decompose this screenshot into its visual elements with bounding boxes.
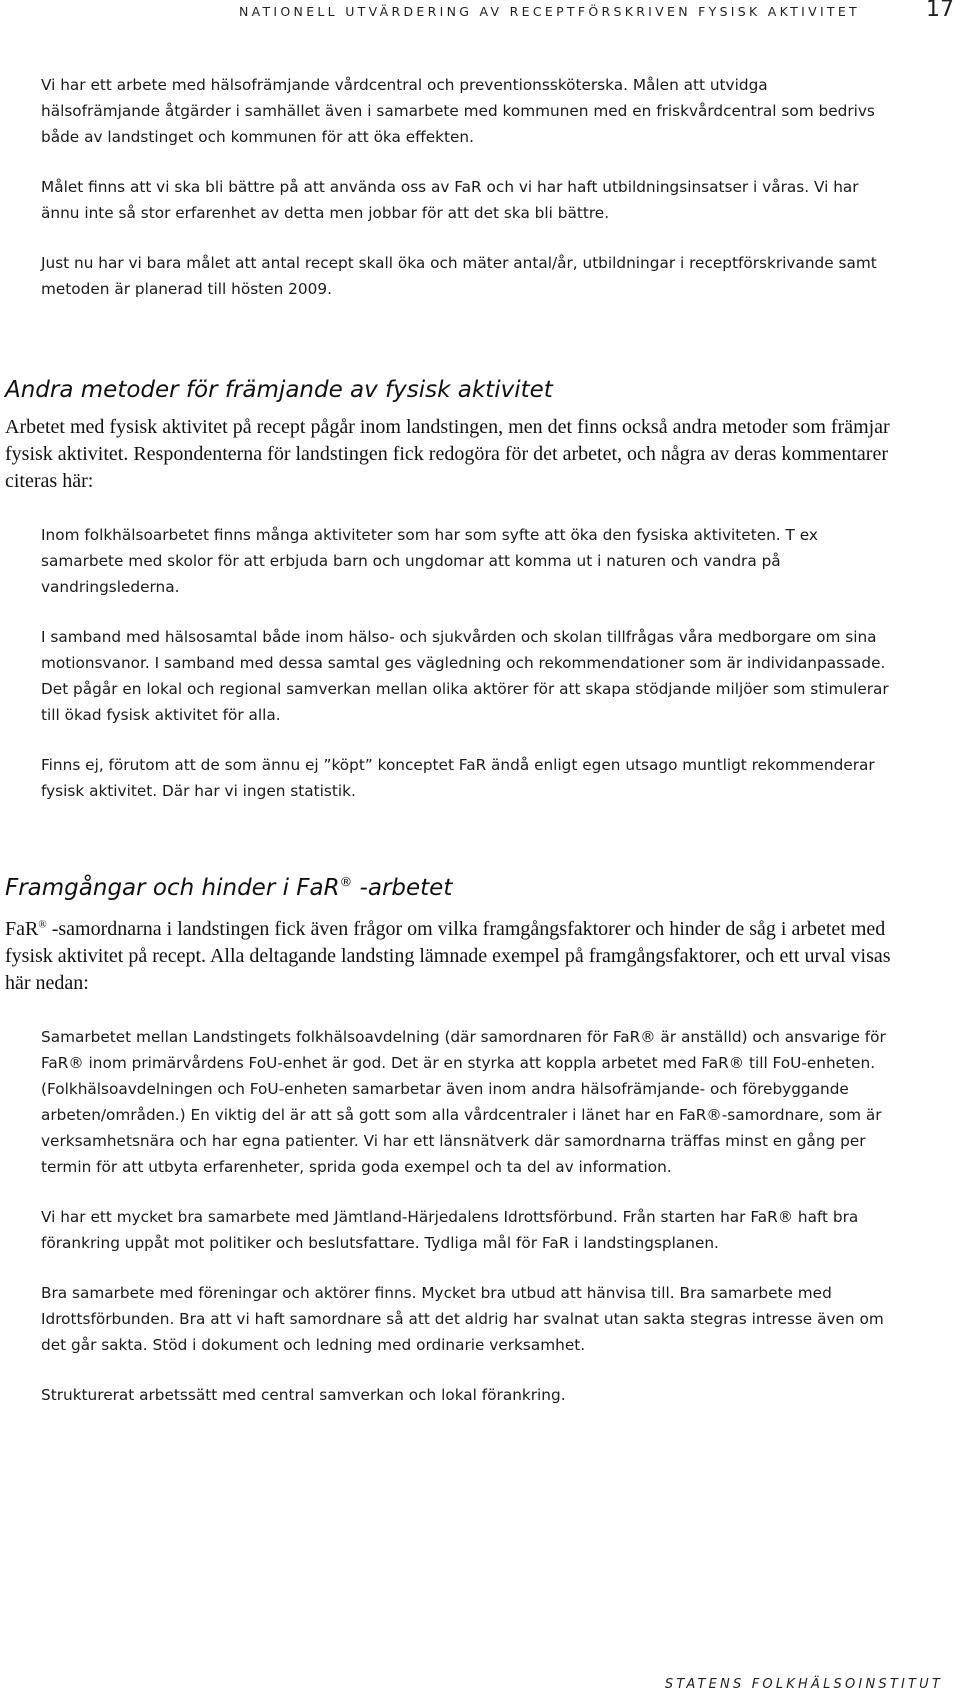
section-heading: Andra metoder för främjande av fysisk aktivitet (5, 377, 553, 403)
running-title: NATIONELL UTVÄRDERING AV RECEPTFÖRSKRIVEN FYSISK AKTIVITET (238, 4, 860, 19)
intro-text: -samordnarna i landstingen fick även frågor om vilka framgångsfaktorer och hinder de såg i arbetet med fysisk aktivitet på recept. Alla deltagande landsting lämnade exempel på framgångsfaktorer, och ett urval visas här nedan: (5, 918, 891, 994)
intro-text: FaR (5, 918, 39, 940)
body-paragraph: Just nu har vi bara målet att antal recept skall öka och mäter antal/år, utbildningar i receptförskrivande samt metoden är planerad till hösten 2009. (41, 254, 877, 298)
section-intro: Arbetet med fysisk aktivitet på recept pågår inom landstingen, men det finns också andra metoder som främjar fysisk aktivitet. Respondenterna för landstingen fick redogöra för det arbetet, och några av deras kommentarer citeras här: (5, 416, 890, 492)
quote-paragraph: Strukturerat arbetssätt med central samverkan och lokal förankring. (41, 1386, 566, 1404)
section-intro (5, 916, 920, 997)
quote-paragraph: Inom folkhälsoarbetet finns många aktiviteter som har som syfte att öka den fysiska aktiviteten. T ex samarbete med skolor för att erbjuda barn och ungdomar att komma ut i naturen och vandra på vandringslederna. (41, 526, 818, 596)
page-header (0, 0, 960, 40)
publisher-footer: STATENS FOLKHÄLSOINSTITUT (664, 1677, 943, 1692)
quote-paragraph: Finns ej, förutom att de som ännu ej ”köpt” konceptet FaR ändå enligt egen utsago muntligt rekommenderar fysisk aktivitet. Där har vi ingen statistik. (41, 756, 875, 800)
heading-text: Framgångar och hinder i FaR (5, 875, 340, 901)
page-body (0, 72, 930, 1408)
quote-paragraph: I samband med hälsosamtal både inom hälso- och sjukvården och skolan tillfrågas våra medborgare om sina motionsvanor. I samband med dessa samtal ges vägledning och rekommendationer som är individanpassade. Det pågår en lokal och regional samverkan mellan olika aktörer för att skapa stödjande miljöer som stimulerar till ökad fysisk aktivitet för alla. (41, 628, 889, 724)
heading-text: -arbetet (352, 875, 453, 901)
registered-mark: ® (38, 918, 47, 931)
registered-mark: ® (339, 874, 353, 890)
quote-paragraph: Bra samarbete med föreningar och aktörer finns. Mycket bra utbud att hänvisa till. Bra samarbete med Idrottsförbunden. Bra att vi haft samordnare så att det aldrig har svalnat utan sakta stegras intresse även om det går sakta. Stöd i dokument och ledning med ordinarie verksamhet. (41, 1284, 884, 1354)
quote-paragraph: Vi har ett mycket bra samarbete med Jämtland-Härjedalens Idrottsförbund. Från starten har FaR® haft bra förankring uppåt mot politiker och beslutsfattare. Tydliga mål för FaR i landstingsplanen. (41, 1208, 859, 1252)
quote-paragraph: Samarbetet mellan Landstingets folkhälsoavdelning (där samordnaren för FaR® är anställd) och ansvarige för FaR® inom primärvårdens FoU-enhet är god. Det är en styrka att koppla arbetet med FaR® till FoU-enheten. (Folkhälsoavdelningen och FoU-enheten samarbetar även inom andra hälsofrämjande- och förebyggande arbeten/områden.) En viktig del är att så gott som alla vårdcentraler i länet har en FaR®-samordnare, som är verksamhetsnära och har egna patienter. Vi har ett länsnätverk där samordnarna träffas minst en gång per termin för att utbyta erfarenheter, sprida goda exempel och ta del av information. (41, 1028, 886, 1176)
body-paragraph: Vi har ett arbete med hälsofrämjande vårdcentral och preventionssköterska. Målen att utvidga hälsofrämjande åtgärder i samhället även i samarbete med kommunen med en friskvårdcentral som bedrivs både av landstinget och kommunen för att öka effekten. (41, 76, 875, 146)
section-heading (5, 872, 930, 904)
page-number: 17 (926, 0, 954, 22)
body-paragraph: Målet finns att vi ska bli bättre på att använda oss av FaR och vi har haft utbildningsinsatser i våras. Vi har ännu inte så stor erfarenhet av detta men jobbar för att det ska bli bättre. (41, 178, 859, 222)
